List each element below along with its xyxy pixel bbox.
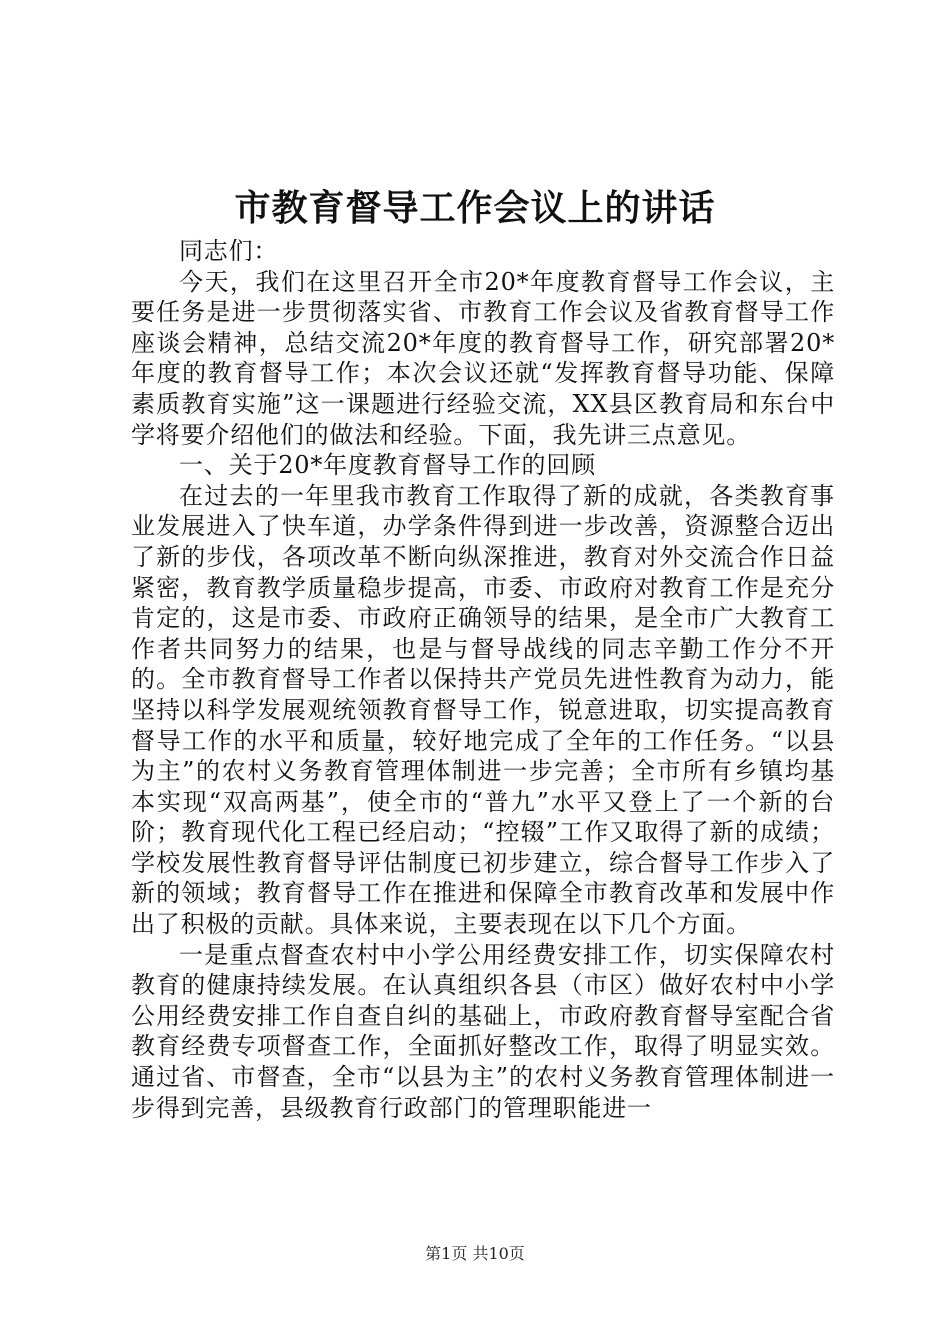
point-one-paragraph: 一是重点督查农村中小学公用经费安排工作，切实保障农村教育的健康持续发展。在认真组织各县（市区）做好农村中小学公用经费安排工作自查自纠的基础上，市政府教育督导室配合省教育经费专项督查工作，全面抓好整改工作，取得了明显实效。通过省、市督查，全市“以县为主”的农村义务教育管理体制进一步得到完善，县级教育行政部门的管理职能进一 — [131, 940, 835, 1122]
salutation-paragraph: 同志们： — [179, 237, 279, 265]
intro-paragraph: 今天，我们在这里召开全市20*年度教育督导工作会议，主要任务是进一步贯彻落实省、市教育工作会议及省教育督导工作座谈会精神，总结交流20*年度的教育督导工作，研究部署20*年度的教育督导工作；本次会议还就“发挥教育督导功能、保障素质教育实施”这一课题进行经验交流，XX县区教育局和东台中学将要介绍他们的做法和经验。下面，我先讲三点意见。 — [131, 267, 835, 449]
document-body — [131, 236, 835, 1123]
document-title: 市教育督导工作会议上的讲话 — [234, 187, 716, 229]
section-heading: 一、关于20*年度教育督导工作的回顾 — [179, 451, 596, 480]
page-number-footer: 第1页 共10页 — [425, 1244, 525, 1263]
review-paragraph: 在过去的一年里我市教育工作取得了新的成就，各类教育事业发展进入了快车道，办学条件得到进一步改善，资源整合迈出了新的步伐，各项改革不断向纵深推进，教育对外交流合作日益紧密，教育教学质量稳步提高，市委、市政府对教育工作是充分肯定的，这是市委、市政府正确领导的结果，是全市广大教育工作者共同努力的结果，也是与督导战线的同志辛勤工作分不开的。全市教育督导工作者以保持共产党员先进性教育为动力，能坚持以科学发展观统领教育督导工作，锐意进取，切实提高教育督导工作的水平和质量，较好地完成了全年的工作任务。“以县为主”的农村义务教育管理体制进一步完善；全市所有乡镇均基本实现“双高两基”，使全市的“普九”水平又登上了一个新的台阶；教育现代化工程已经启动；“控辍”工作又取得了新的成绩；学校发展性教育督导评估制度已初步建立，综合督导工作步入了新的领域；教育督导工作在推进和保障全市教育改革和发展中作出了积极的贡献。具体来说，主要表现在以下几个方面。 — [131, 481, 835, 939]
